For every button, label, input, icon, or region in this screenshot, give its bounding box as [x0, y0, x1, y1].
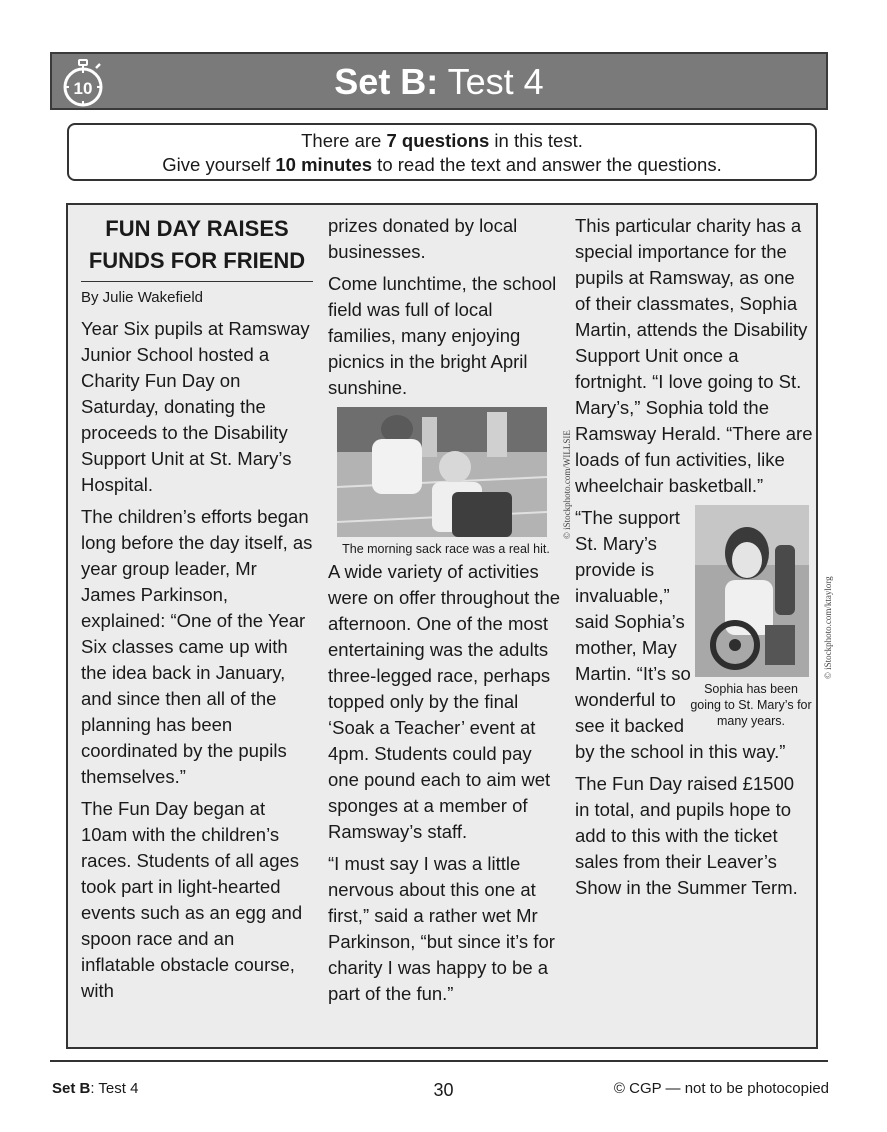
header-bar [50, 52, 828, 110]
article-column-2 [328, 213, 572, 1013]
footer-divider [50, 1060, 828, 1062]
title-rest: Test 4 [438, 61, 544, 102]
title-bold: Set B: [334, 61, 439, 102]
sack-race-figure [328, 407, 572, 539]
photo-credit: © iStockphoto.com/ktaylorg [823, 576, 833, 679]
paragraph: prizes donated by local businesses. [328, 215, 518, 262]
photo-credit: © iStockphoto.com/WILLSIE [562, 430, 572, 539]
sophia-photo [695, 505, 809, 677]
page-number: 30 [433, 1080, 454, 1100]
sack-race-photo [337, 407, 547, 537]
paragraph: A wide variety of activities were on offer throughout the afternoon. One of the most entertaining was the adults three-legged race, perhaps topped only by the final ‘Soak a Teacher’ event at 4pm. Students could pay one pound each to aim wet sponges at a member of Ramsway’s staff. [328, 561, 561, 842]
article-column-3 [575, 213, 833, 907]
instructions-line-2: Give yourself 10 minutes to read the text and answer the questions. [162, 154, 722, 175]
footer-copyright: © CGP — not to be photocopied [613, 1080, 829, 1097]
paragraph: The Fun Day raised £1500 in total, and pupils hope to add to this with the ticket sales from their Leaver’s Show in the Summer Term. [575, 773, 798, 898]
article-column-1 [81, 213, 313, 1010]
paragraph: “I must say I was a little nervous about this one at first,” said a rather wet Mr Parkinson, “but since it’s for charity I was happy to be a part of the fun.” [328, 853, 555, 1004]
paragraph: Year Six pupils at Ramsway Junior School hosted a Charity Fun Day on Saturday, donating the proceeds to the Disability Support Unit at St. Mary’s Hospital. [81, 318, 310, 495]
timer-number: 10 [73, 79, 93, 98]
paragraph: Come lunchtime, the school field was full of local families, many enjoying picnics in the bright April sunshine. [328, 273, 557, 398]
photo-caption: The morning sack race was a real hit. [342, 542, 550, 556]
sophia-figure [690, 505, 833, 729]
article-headline: FUN DAY RAISES FUNDS FOR FRIEND [81, 213, 313, 282]
article [66, 203, 833, 1049]
instructions-line-1: There are 7 questions in this test. [301, 130, 583, 151]
paragraph: The children’s efforts began long before the day itself, as year group leader, Mr James Parkinson, explained: “One of the Year Six classes came up with the idea back in January, and since then all of the planning has been coordinated by the pupils themselves.” [81, 506, 313, 787]
paragraph: This particular charity has a special importance for the pupils at Ramsway, as one of their classmates, Sophia Martin, attends the Disability Support Unit once a fortnight. “I love going to St. Mary’s,” Sophia told the Ramsway Herald. “There are loads of fun activities, like wheelchair basketball.” [575, 215, 813, 496]
footer-test-label: Set B: Test 4 [52, 1080, 139, 1097]
paragraph: “The support St. Mary’s provide is invaluable,” said Sophia’s mother, May Martin. “It’s so wonderful to see it backed by the school in this way.” [575, 507, 786, 762]
article-byline: By Julie Wakefield [81, 289, 203, 306]
instructions-box [67, 123, 817, 181]
paragraph: The Fun Day began at 10am with the children’s races. Students of all ages took part in light-hearted events such as an egg and spoon race and an inflatable obstacle course, with [81, 798, 303, 1001]
photo-caption: Sophia has been going to St. Mary’s for many years. [690, 682, 812, 728]
page-title [52, 62, 826, 102]
